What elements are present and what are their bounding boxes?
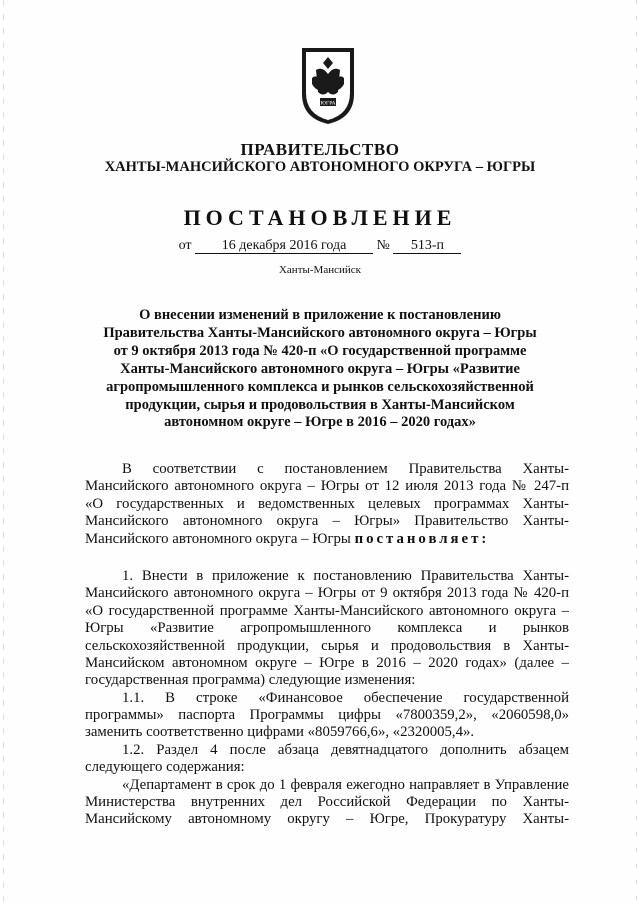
text-line: 1. Внести в приложение к постановлению Правительства Ханты-: [122, 567, 569, 584]
text-line: Мансийском автономном округе – Югре в 2016 – 2020 годах» (далее –: [85, 654, 569, 671]
quoted-paragraph: [85, 777, 569, 829]
text-line: Мансийского автономного округа – Югры от 9 октября 2013 года № 420-п: [85, 585, 569, 602]
document-subject: [70, 307, 570, 432]
subject-line: О внесении изменений в приложение к постановлению: [139, 307, 501, 323]
item-1-paragraph: [85, 568, 569, 690]
preamble-paragraph: [85, 461, 569, 548]
decree-word: постановляет:: [354, 530, 490, 547]
number-prefix: №: [376, 238, 390, 253]
date-prefix: от: [178, 238, 192, 253]
text-line: В соответствии с постановлением Правительства Ханты-: [122, 461, 569, 477]
text-line: «Департамент в срок до 1 февраля ежегодно направляет в Управление: [122, 776, 569, 793]
subject-line: автономном округе – Югре в 2016 – 2020 годах»: [164, 414, 476, 431]
scan-edge-right: [636, 0, 637, 905]
subject-line: агропромышленного комплекса и рынков сельскохозяйственной: [106, 378, 534, 395]
document-type: ПОСТАНОВЛЕНИЕ: [183, 205, 457, 230]
scan-edge-left: [3, 0, 4, 905]
coat-of-arms-emblem: [296, 44, 360, 126]
item-1-2-paragraph: [85, 742, 569, 777]
document-number: 513-п: [393, 238, 461, 254]
text-line: «О государственных и ведомственных целевых программах Ханты-: [85, 495, 569, 512]
text-line: Министерства внутренних дел Российской Федерации по Ханты-: [85, 794, 569, 811]
text-line: Мансийского автономного округа – Югры» Правительство Ханты-: [85, 513, 569, 530]
item-1-1-paragraph: [85, 690, 569, 742]
date-number-line: [0, 238, 640, 254]
region-title: ХАНТЫ-МАНСИЙСКОГО АВТОНОМНОГО ОКРУГА – ЮГРЫ: [104, 159, 536, 175]
subject-line: продукции, сырья и продовольствия в Ханты-Мансийском: [125, 396, 515, 413]
subject-line: от 9 октября 2013 года № 420-п «О государственной программе: [113, 342, 527, 359]
subject-line: Ханты-Мансийского автономного округа – Югры «Развитие: [120, 360, 520, 377]
subject-line: Правительства Ханты-Мансийского автономного округа – Югры: [103, 324, 537, 341]
text-line: «О государственной программе Ханты-Мансийского автономного округа –: [85, 602, 569, 619]
text-line: Мансийского автономного округа – Югры от 12 июля 2013 года № 247-п: [85, 478, 569, 495]
city-name: Ханты-Мансийск: [278, 264, 361, 276]
text-line: сельскохозяйственной продукции, сырья и продовольствия в Ханты-: [85, 637, 569, 654]
text-line: Югры «Развитие агропромышленного комплекса и рынков: [85, 620, 569, 637]
text-line: 1.1. В строке «Финансовое обеспечение государственной: [122, 689, 569, 706]
text-line: государственная программа) следующие изменения:: [85, 672, 416, 689]
text-fragment: Мансийского автономного округа – Югры: [85, 530, 355, 547]
document-body: [85, 461, 569, 829]
text-line: программы» паспорта Программы цифры «7800359,2», «2060598,0»: [85, 707, 569, 724]
text-line: заменить соответственно цифрами «8059766,6», «2320005,4».: [85, 724, 475, 741]
text-line: 1.2. Раздел 4 после абзаца девятнадцатого дополнить абзацем: [122, 741, 569, 758]
emblem-text: ЮГРА: [320, 100, 336, 107]
text-line: следующего содержания:: [85, 759, 245, 776]
text-line: [85, 531, 569, 548]
document-date: 16 декабря 2016 года: [195, 238, 373, 254]
government-title: ПРАВИТЕЛЬСТВО: [240, 140, 400, 159]
text-line: Мансийскому автономному округу – Югре, Прокуратуру Ханты-: [85, 811, 569, 828]
